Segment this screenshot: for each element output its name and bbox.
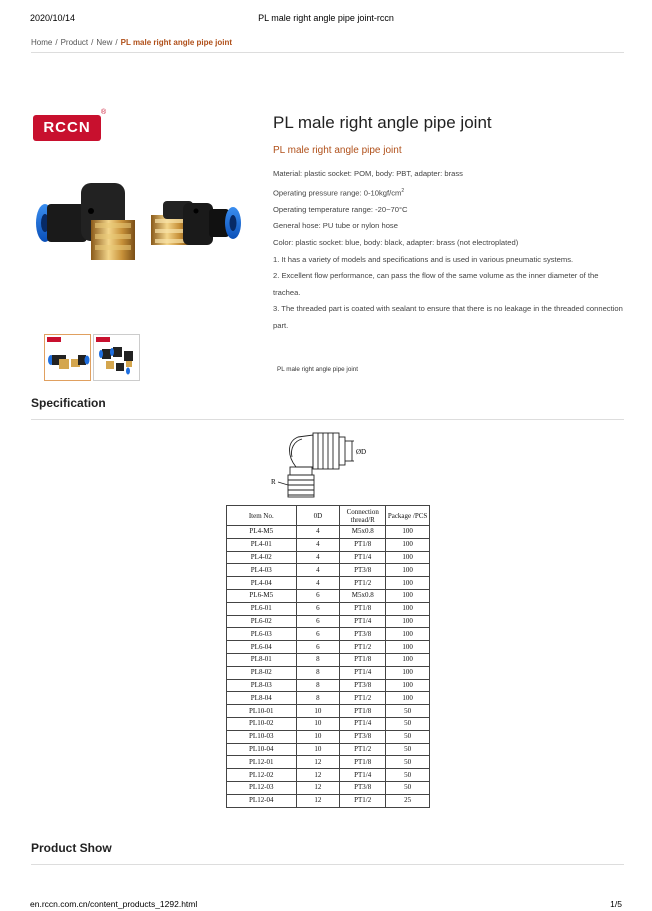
specification-heading: Specification: [31, 396, 106, 410]
cell-package: 25: [386, 794, 430, 807]
table-row: [227, 705, 430, 718]
table-row: [227, 653, 430, 666]
cell-od: 4: [296, 577, 340, 590]
cell-thread: PT1/8: [340, 602, 386, 615]
cell-package: 100: [386, 602, 430, 615]
cell-thread: PT1/8: [340, 705, 386, 718]
cell-package: 50: [386, 717, 430, 730]
detail-point-1: 1. It has a variety of models and specifications and is used in various pneumatic systems.: [273, 254, 574, 264]
cell-od: 8: [296, 666, 340, 679]
cell-package: 100: [386, 564, 430, 577]
cell-thread: PT1/2: [340, 641, 386, 654]
pipe-joint-diagram: [268, 427, 378, 503]
cell-thread: PT3/8: [340, 730, 386, 743]
cell-thread: PT3/8: [340, 564, 386, 577]
cell-item-no: PL12-04: [227, 794, 297, 807]
cell-thread: PT3/8: [340, 628, 386, 641]
detail-point-2: 2. Excellent flow performance, can pass the flow of the same volume as the inner diameter of the trachea.: [273, 271, 599, 297]
cell-thread: PT3/8: [340, 781, 386, 794]
product-title: PL male right angle pipe joint: [273, 113, 492, 132]
cell-od: 8: [296, 679, 340, 692]
table-row: [227, 551, 430, 564]
table-header-row: [227, 506, 430, 526]
table-row: [227, 589, 430, 602]
cell-od: 12: [296, 756, 340, 769]
cell-item-no: PL12-02: [227, 769, 297, 782]
cell-item-no: PL10-01: [227, 705, 297, 718]
divider: [31, 419, 624, 420]
print-title: PL male right angle pipe joint-rccn: [258, 13, 394, 23]
cell-item-no: PL4-M5: [227, 526, 297, 539]
cell-item-no: PL10-04: [227, 743, 297, 756]
cell-item-no: PL6-04: [227, 641, 297, 654]
cell-package: 100: [386, 692, 430, 705]
table-row: [227, 769, 430, 782]
cell-thread: PT1/8: [340, 756, 386, 769]
thumbnail-1[interactable]: [44, 334, 91, 381]
cell-package: 100: [386, 641, 430, 654]
table-row: [227, 692, 430, 705]
cell-package: 50: [386, 705, 430, 718]
product-main-image[interactable]: [33, 105, 259, 327]
cell-thread: PT1/8: [340, 653, 386, 666]
cell-od: 4: [296, 551, 340, 564]
print-date: 2020/10/14: [30, 13, 76, 23]
table-row: [227, 717, 430, 730]
cell-od: 12: [296, 781, 340, 794]
product-subtitle: PL male right angle pipe joint: [273, 145, 402, 156]
rccn-logo-small: [47, 337, 61, 342]
cell-item-no: PL12-01: [227, 756, 297, 769]
page-number: 1/5: [610, 899, 622, 909]
cell-od: 10: [296, 717, 340, 730]
cell-od: 10: [296, 705, 340, 718]
cell-package: 50: [386, 756, 430, 769]
breadcrumb-current: PL male right angle pipe joint: [120, 38, 233, 47]
cell-od: 6: [296, 615, 340, 628]
cell-item-no: PL8-01: [227, 653, 297, 666]
cell-od: 6: [296, 641, 340, 654]
cell-item-no: PL4-02: [227, 551, 297, 564]
cell-thread: PT1/4: [340, 615, 386, 628]
print-header: [30, 13, 622, 27]
cell-thread: PT1/4: [340, 717, 386, 730]
divider: [31, 52, 624, 53]
cell-od: 12: [296, 769, 340, 782]
rccn-logo: RCCN: [33, 115, 101, 141]
cell-package: 100: [386, 679, 430, 692]
cell-package: 100: [386, 628, 430, 641]
table-row: [227, 538, 430, 551]
cell-item-no: PL6-M5: [227, 589, 297, 602]
cell-od: 10: [296, 743, 340, 756]
cell-item-no: PL4-03: [227, 564, 297, 577]
cell-od: 8: [296, 653, 340, 666]
table-row: [227, 666, 430, 679]
cell-od: 4: [296, 526, 340, 539]
detail-temperature: Operating temperature range: -20~70°C: [273, 204, 408, 214]
rccn-logo-small: [96, 337, 110, 342]
product-details: [273, 166, 625, 334]
detail-pressure: Operating pressure range: $0-10kgf/cm^2$: [273, 187, 405, 198]
cell-thread: PT3/8: [340, 679, 386, 692]
cell-item-no: PL6-03: [227, 628, 297, 641]
pipe-joint-photo: [33, 105, 259, 327]
cell-package: 50: [386, 730, 430, 743]
cell-package: 100: [386, 615, 430, 628]
cell-package: 100: [386, 653, 430, 666]
table-row: [227, 577, 430, 590]
table-row: [227, 743, 430, 756]
print-footer: [30, 899, 622, 909]
table-body: [227, 526, 430, 808]
cell-package: 100: [386, 666, 430, 679]
cell-item-no: PL6-01: [227, 602, 297, 615]
breadcrumb: Home / Product / New / PL male right angle pipe joint: [31, 38, 233, 47]
product-show-heading: Product Show: [31, 841, 112, 855]
cell-package: 100: [386, 577, 430, 590]
detail-hose: General hose: PU tube or nylon hose: [273, 221, 398, 231]
cell-package: 50: [386, 769, 430, 782]
cell-package: 100: [386, 589, 430, 602]
cell-thread: PT1/2: [340, 692, 386, 705]
detail-point-3: 3. The threaded part is coated with sealant to ensure that there is no leakage in the threaded connection part.: [273, 304, 623, 330]
cell-thread: PT1/4: [340, 551, 386, 564]
cell-item-no: PL6-02: [227, 615, 297, 628]
r-label: R: [271, 478, 276, 486]
od-label: ØD: [356, 448, 367, 456]
table-row: [227, 526, 430, 539]
table-row: [227, 756, 430, 769]
cell-od: 12: [296, 794, 340, 807]
cell-od: 6: [296, 589, 340, 602]
cell-od: 4: [296, 538, 340, 551]
cell-item-no: PL10-03: [227, 730, 297, 743]
cell-od: 10: [296, 730, 340, 743]
header-package: Package /PCS: [386, 506, 430, 526]
cell-package: 100: [386, 526, 430, 539]
cell-thread: M5x0.8: [340, 589, 386, 602]
cell-package: 100: [386, 538, 430, 551]
cell-od: 4: [296, 564, 340, 577]
cell-package: 50: [386, 743, 430, 756]
cell-thread: PT1/4: [340, 769, 386, 782]
table-row: [227, 679, 430, 692]
cell-item-no: PL12-03: [227, 781, 297, 794]
cell-od: 8: [296, 692, 340, 705]
table-row: [227, 641, 430, 654]
cell-od: 6: [296, 628, 340, 641]
cell-item-no: PL4-04: [227, 577, 297, 590]
breadcrumb-home[interactable]: Home: [31, 38, 53, 47]
cell-thread: PT1/8: [340, 538, 386, 551]
header-item-no: Item No.: [227, 506, 297, 526]
thumbnail-2[interactable]: [93, 334, 140, 381]
cell-thread: PT1/2: [340, 577, 386, 590]
cell-thread: PT1/4: [340, 666, 386, 679]
detail-color: Color: plastic socket: blue, body: black, adapter: brass (not electroplated): [273, 237, 519, 247]
table-row: [227, 730, 430, 743]
image-caption: PL male right angle pipe joint: [277, 366, 358, 373]
breadcrumb-product[interactable]: Product: [60, 38, 89, 47]
specification-table: [226, 505, 430, 808]
table-row: [227, 602, 430, 615]
cell-od: 6: [296, 602, 340, 615]
cell-item-no: PL8-02: [227, 666, 297, 679]
page-url: en.rccn.com.cn/content_products_1292.html: [30, 899, 198, 909]
cell-thread: M5x0.8: [340, 526, 386, 539]
divider: [31, 864, 624, 865]
table-row: [227, 564, 430, 577]
table-row: [227, 628, 430, 641]
table-row: [227, 794, 430, 807]
detail-material: Material: plastic socket: POM, body: PBT, adapter: brass: [273, 169, 463, 178]
breadcrumb-new[interactable]: New: [96, 38, 113, 47]
cell-item-no: PL8-03: [227, 679, 297, 692]
header-od: 0D: [296, 506, 340, 526]
cell-item-no: PL8-04: [227, 692, 297, 705]
cell-item-no: PL10-02: [227, 717, 297, 730]
cell-thread: PT1/2: [340, 743, 386, 756]
cell-thread: PT1/2: [340, 794, 386, 807]
registered-mark: ®: [101, 109, 107, 116]
table-row: [227, 615, 430, 628]
table-row: [227, 781, 430, 794]
header-thread: Connection thread/R: [340, 506, 386, 526]
cell-package: 100: [386, 551, 430, 564]
cell-item-no: PL4-01: [227, 538, 297, 551]
cell-package: 50: [386, 781, 430, 794]
